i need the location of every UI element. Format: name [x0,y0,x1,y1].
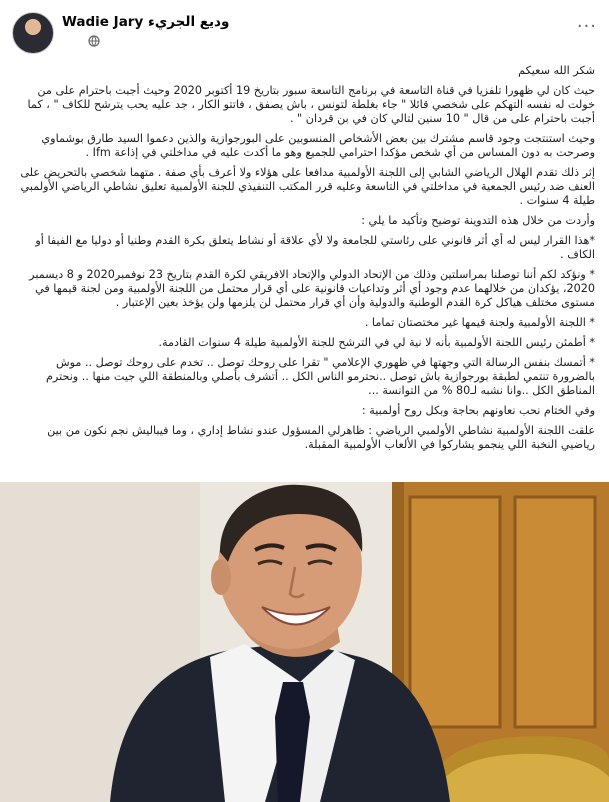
paragraph: * أطمئن رئيس اللجنة الأولمبية بأنه لا نية لي في الترشح للجنة الأولمبية طيلة 4 سنوات القادمة. [158,336,595,349]
globe-icon[interactable] [88,35,100,47]
paragraph: حيث كان لي ظهورا تلفزيا في قناة التاسعة في برنامج التاسعة سبور بتاريخ 19 أكتوبر 2020 وحيث أجبت باحترام على من خولت له نفسه التهكم على شخصي قائلا " جاء بغلطة لتونس ، باش يصفق ، فاتتو الكار ، جد عليه يحب يترشح للكاف " ، كما أجبت باحترام على من قال " 10 سنين لتالي كان في بن قردان " . [27,84,595,125]
paragraph: وأردت من خلال هذه التدوينة توضيح وتأكيد ما يلي : [361,214,595,227]
portrait-illustration [0,482,609,802]
post-text [14,64,595,458]
paragraph: * اللجنة الأولمبية ولجنة قيمها غير مختصتان تماما . [364,316,595,329]
post-header [12,10,597,54]
paragraph: شكر الله سعيكم [518,64,595,77]
paragraph: * ونؤكد لكم أننا توصلنا بمراسلتين وذلك من الإتحاد الدولي والإتحاد الافريقي لكرة القدم بتاريخ 23 نوفمبر2020 و 8 ديسمبر 2020، يؤكدان من خلالهما عدم وجود أي أثر وتداعيات قانونية على أي قرار محتمل من اللجنة الأولمبية ومن لجنة قيمها في مستوى مختلف هياكل كرة القدم الوطنية والدولية وأن أي قرار محتمل لن يلزمها ولن يؤخذ بعين الإعتبار . [29,268,595,309]
paragraph: *هذا القرار ليس له أي أثر قانوني على رئاستي للجامعة ولا لأي علاقة أو نشاط يتعلق بكرة القدم وطنيا أو دوليا مع الفيفا أو الكاف . [35,234,595,261]
paragraph: علقت اللجنة الأولمبية نشاطي الأولمبي الرياضي : ظاهرلي المسؤول عندو نشاط إداري ، وما فيباليش نجم نكون من بين رياضيي النخبة اللي ينجمو يشاركوا في الألعاب الأولمبية المقبلة. [47,424,595,451]
post-photo[interactable] [0,482,609,802]
paragraph: * أتمسك بنفس الرسالة التي وجهتها في ظهوري الإعلامي " تقرا على روحك توصل .. تخدم على روحك توصل .. موش بالضرورة تنتمي لطبقة بورجوازية باش توصل ..نحترمو الناس الكل .. أتشرف بأصلي وبالمنطقة اللي جيت منها .. ونحترم المناطق الكل ..وانا نشبه لـ80 % من التوانسة ... [46,356,595,397]
more-options-icon[interactable]: ··· [576,16,597,37]
paragraph: إثر ذلك تقدم الهلال الرياضي الشابي إلى اللجنة الأولمبية مدافعا على هؤلاء ولا أعرف بأي صفة . متهما شخصي بالتحريض على العنف ضد رئيس الجمعية في مداخلتي في التاسعة وعليه قرر المكتب التنفيذي للجنة الأولمبية تعليق نشاطي الرياضي الأولمبي طيلة 4 سنوات . [20,166,595,207]
paragraph: وحيث استنتجت وجود قاسم مشترك بين بعض الأشخاص المنسوبين على البورجوازية والذين دعموا السيد طارق بوشماوي وصرحت به دون المساس من أي شخص مؤكدا احترامي للجميع وهو ما أكدت عليه في مداخلتي في إذاعة Ifm . [41,132,595,159]
paragraph: وفي الختام نحب نعاونهم بحاجة وبكل روح أولمبية : [361,404,595,417]
author-avatar[interactable] [12,12,54,54]
author-name[interactable]: Wadie Jary وديع الجريء [62,14,230,30]
post-meta [88,35,100,50]
